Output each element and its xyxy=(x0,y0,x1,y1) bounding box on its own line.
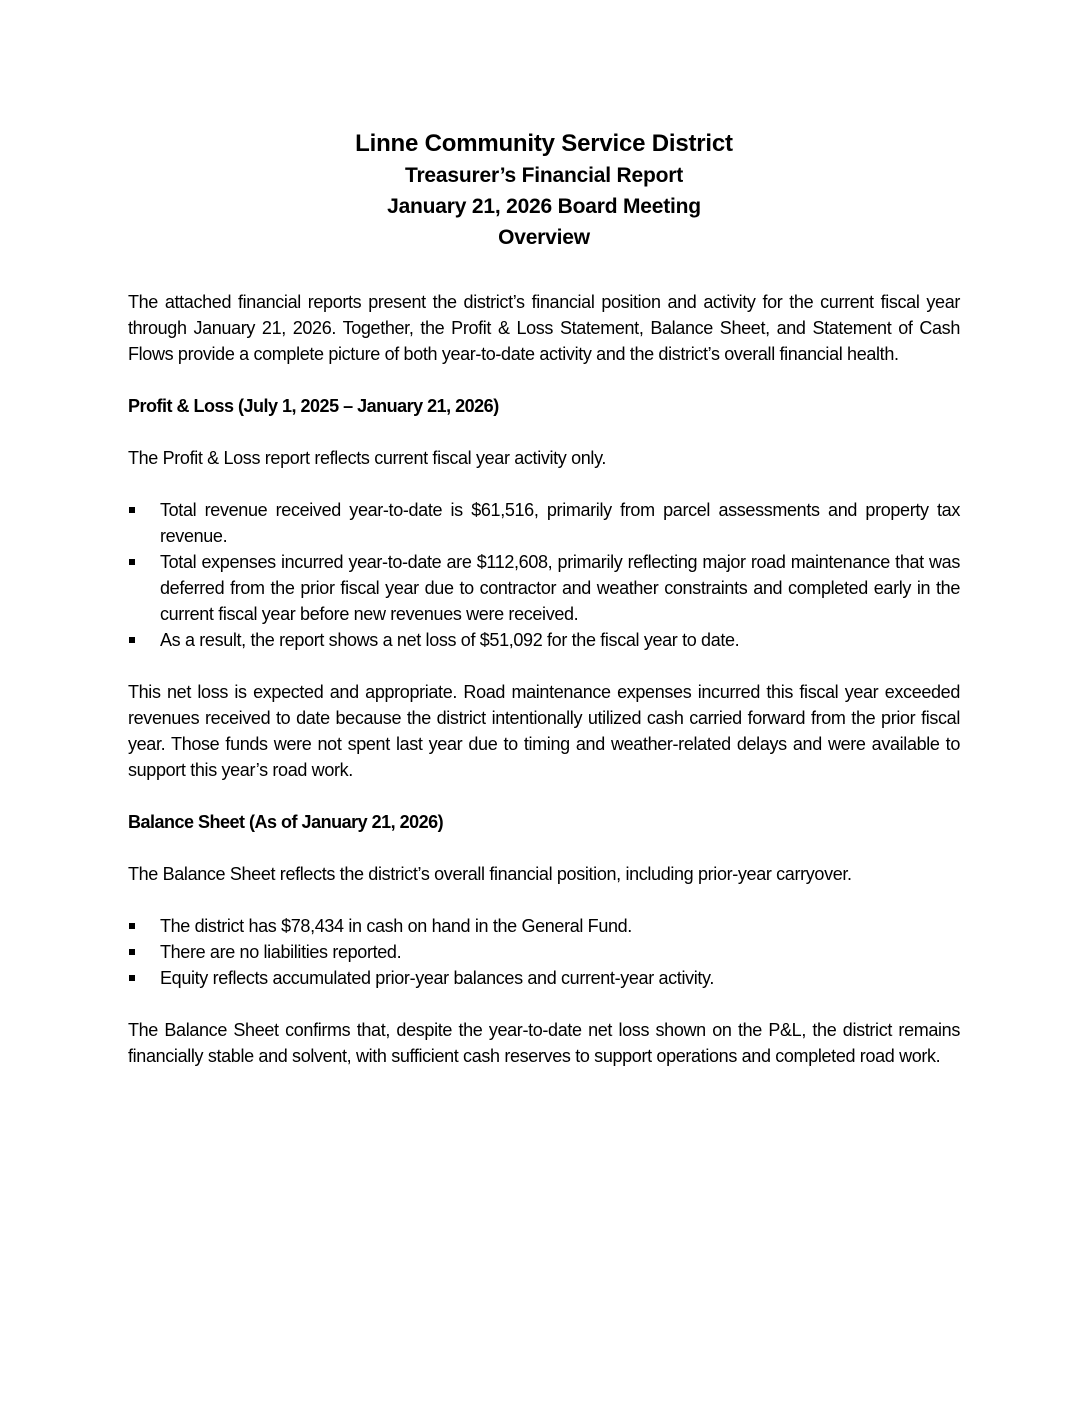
section-title: Overview xyxy=(498,226,590,249)
profit-loss-bullet-list xyxy=(128,497,960,653)
list-item xyxy=(128,939,960,965)
expenses-bullet-text: Total expenses incurred year-to-date are $112,608, primarily reflecting major road maintenance that was deferred from the prior fiscal year due to contractor and weather constraints and completed early in the current fiscal year before new revenues were received. xyxy=(160,552,960,624)
net-loss-explanation: This net loss is expected and appropriate. Road maintenance expenses incurred this fiscal year exceeded revenues received to date because the district intentionally utilized cash carried forward from the prior fiscal year. Those funds were not spent last year due to timing and weather-related delays and were available to support this year’s road work. xyxy=(128,682,960,780)
list-item xyxy=(128,549,960,627)
list-item xyxy=(128,913,960,939)
document-title: Linne Community Service District xyxy=(355,130,733,157)
square-bullet-icon xyxy=(129,923,135,929)
list-item xyxy=(128,497,960,549)
document-page xyxy=(128,128,960,1069)
balance-sheet-bullet-list xyxy=(128,913,960,991)
list-item xyxy=(128,965,960,991)
square-bullet-icon xyxy=(129,559,135,565)
balance-sheet-intro: The Balance Sheet reflects the district’s overall financial position, including prior-year carryover. xyxy=(128,864,852,884)
square-bullet-icon xyxy=(129,637,135,643)
profit-loss-intro: The Profit & Loss report reflects current fiscal year activity only. xyxy=(128,448,607,468)
list-item xyxy=(128,627,960,653)
square-bullet-icon xyxy=(129,949,135,955)
square-bullet-icon xyxy=(129,507,135,513)
meeting-date: January 21, 2026 Board Meeting xyxy=(387,195,701,218)
square-bullet-icon xyxy=(129,975,135,981)
balance-sheet-conclusion: The Balance Sheet confirms that, despite the year-to-date net loss shown on the P&L, the district remains financially stable and solvent, with sufficient cash reserves to support operations and completed road work. xyxy=(128,1020,960,1066)
liabilities-bullet-text: There are no liabilities reported. xyxy=(160,942,402,962)
cash-bullet-text: The district has $78,434 in cash on hand in the General Fund. xyxy=(160,916,632,936)
document-header xyxy=(128,128,960,253)
revenue-bullet-text: Total revenue received year-to-date is $61,516, primarily from parcel assessments and property tax revenue. xyxy=(160,500,960,546)
profit-loss-heading: Profit & Loss (July 1, 2025 – January 21, 2026) xyxy=(128,396,499,416)
intro-paragraph: The attached financial reports present the district’s financial position and activity for the current fiscal year through January 21, 2026. Together, the Profit & Loss Statement, Balance Sheet, and Statement of Cash Flows provide a complete picture of both year-to-date activity and the district’s overall financial health. xyxy=(128,292,960,364)
net-loss-bullet-text: As a result, the report shows a net loss of $51,092 for the fiscal year to date. xyxy=(160,630,740,650)
balance-sheet-heading: Balance Sheet (As of January 21, 2026) xyxy=(128,812,444,832)
equity-bullet-text: Equity reflects accumulated prior-year balances and current-year activity. xyxy=(160,968,715,988)
report-subtitle: Treasurer’s Financial Report xyxy=(404,164,683,187)
